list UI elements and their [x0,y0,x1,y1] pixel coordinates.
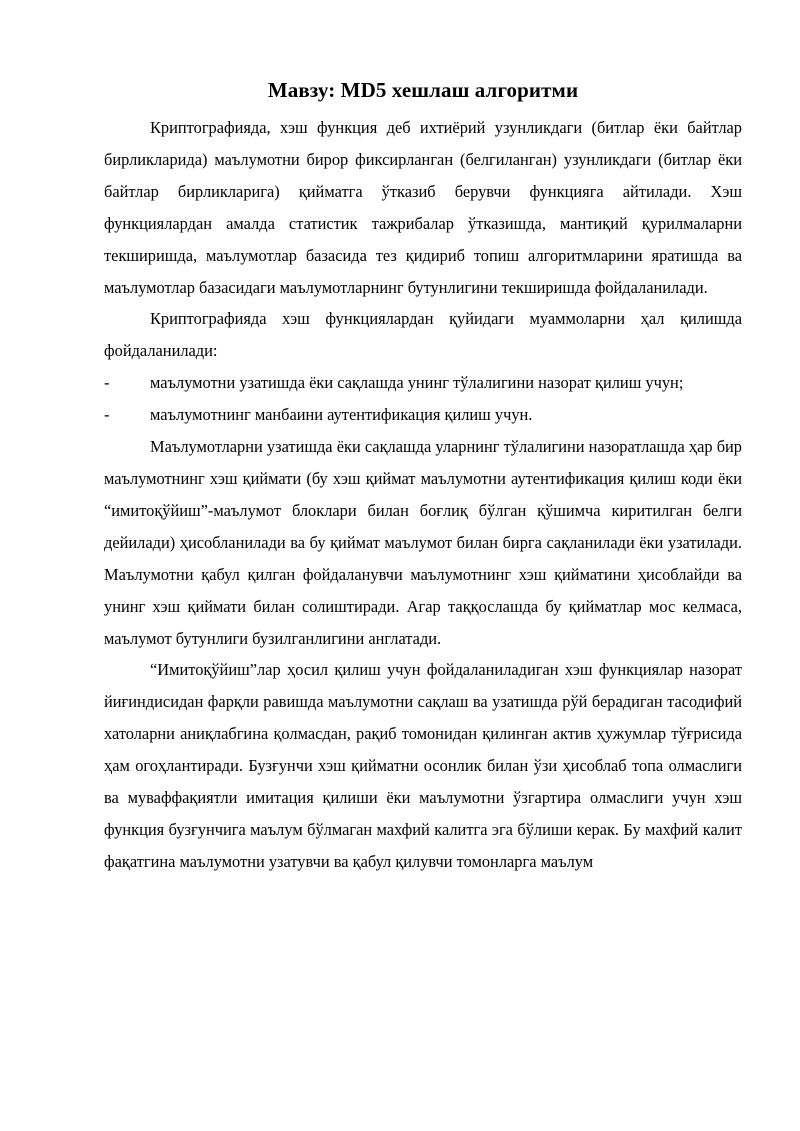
list-item-text: маълумотни узатишда ёки сақлашда унинг тўлалигини назорат қилиш учун; [150,373,684,393]
paragraph-imitation-protection: “Имитоқўйиш”лар ҳосил қилиш учун фойдаланиладиган хэш функциялар назорат йиғиндисидан фарқли равишда маълумотни сақлаш ва узатишда рўй берадиган тасодифий хатоларни аниқлабгина қолмасдан, рақиб томонидан қилинган актив ҳужумлар тўғрисида ҳам огоҳлантиради. Бузғунчи хэш қийматни осонлик билан ўзи ҳисоблаб топа олмаслиги ва муваффақиятли имитация қилиши ёки маълумотни ўзгартира олмаслиги учун хэш функция бузғунчига маълум бўлмаган махфий калитга эга бўлиши керак. Бу махфий калит фақатгина маълумотни узатувчи ва қабул қилувчи томонларга маълум [104,660,742,871]
list-bullet: - [104,405,110,425]
paragraph-hash-uses-intro: Криптографияда хэш функциялардан қуйидаги муаммоларни ҳал қилишда фойдаланилади: [104,309,742,361]
list-item-text: маълумотнинг манбаини аутентификация қилиш учун. [150,405,533,425]
list-bullet: - [104,373,110,393]
paragraph-integrity-control: Маълумотларни узатишда ёки сақлашда уларнинг тўлалигини назоратлашда ҳар бир маълумотнинг хэш қиймати (бу хэш қиймат маълумотни аутентификация қилиш коди ёки “имитоқўйиш”-маълумот блоклари билан боғлиқ бўлган қўшимча киритилган белги дейилади) ҳисобланилади ва бу қиймат маълумот билан бирга сақланилади ёки узатилади. Маълумотни қабул қилган фойдаланувчи маълумотнинг хэш қийматини ҳисоблайди ва унинг хэш қиймати билан солиштиради. Агар таққослашда бу қийматлар мос келмаса, маълумот бутунлиги бузилганлигини англатади. [104,437,742,648]
list-item [104,399,742,431]
list-item [104,367,742,399]
document-title: Мавзу: MD5 хешлаш алгоритми [267,78,579,102]
paragraph-hash-definition: Криптографияда, хэш функция деб ихтиёрий узунликдаги (битлар ёки байтлар бирликларида) маълумотни бирор фиксирланган (белгиланган) узунликдаги (битлар ёки байтлар бирликларига) қийматга ўтказиб берувчи функцияга айтилади. Хэш функциялардан амалда статистик тажрибалар ўтказишда, мантиқий қурилмаларни текширишда, маълумотлар базасида тез қидириб топиш алгоритмларини яратишда ва маълумотлар базасидаги маълумотларнинг бутунлигини текширишда фойдаланилади. [104,118,742,297]
hash-uses-list [104,367,742,431]
